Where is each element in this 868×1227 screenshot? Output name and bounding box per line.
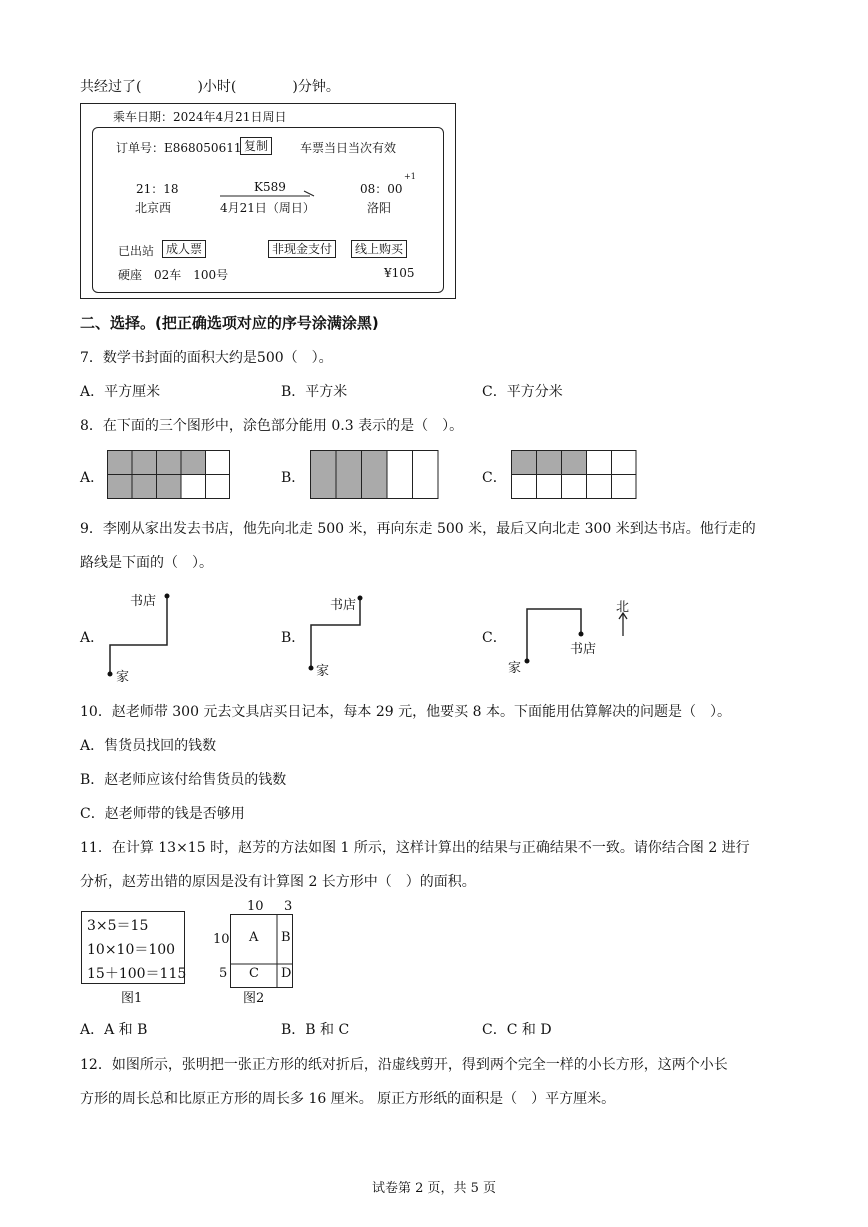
- q11-option-c[interactable]: C．C 和 D: [482, 1022, 552, 1038]
- ticket-type-badge: 成人票: [162, 240, 206, 258]
- q9-b-shop-label: 书店: [330, 598, 357, 613]
- q9-stem-line2: 路线是下面的（ ）。: [80, 555, 213, 571]
- arrival-station: 洛阳: [367, 201, 392, 215]
- payment-badge: 非现金支付: [268, 240, 336, 258]
- q12-stem-line2: 方形的周长总和比原正方形的周长多 16 厘米。 原正方形纸的面积是（ ）平方厘米。: [80, 1091, 616, 1107]
- region-c-label: C: [249, 966, 259, 981]
- q11-option-b[interactable]: B．B 和 C: [281, 1022, 350, 1038]
- north-label: 北: [616, 600, 630, 615]
- q11-option-a[interactable]: A．A 和 B: [80, 1022, 148, 1038]
- ticket-date: 乘车日期：2024年4月21日周日: [113, 110, 287, 124]
- q9-option-a[interactable]: A．: [80, 630, 105, 646]
- ticket-status: 已出站: [118, 244, 155, 258]
- q9-c-home-label: 家: [508, 661, 522, 676]
- figure-1-line3: 15＋100＝115: [87, 966, 187, 982]
- q10-option-a[interactable]: A．售货员找回的钱数: [80, 738, 217, 754]
- q7-stem: 7．数学书封面的面积大约是500（ ）。: [80, 350, 333, 366]
- figure-1-line2: 10×10＝100: [87, 942, 176, 958]
- arrival-time: 08：00: [360, 182, 403, 196]
- q12-stem-line1: 12．如图所示，张明把一张正方形的纸对折后，沿虚线剪开，得到两个完全一样的小长方形，这两个小长: [80, 1057, 728, 1073]
- q9-a-home-label: 家: [116, 670, 130, 685]
- copy-button[interactable]: 复制: [240, 137, 272, 155]
- q7-option-a[interactable]: A．平方厘米: [80, 384, 161, 400]
- q9-c-shop-label: 书店: [570, 642, 597, 657]
- q8-figure-a: [107, 450, 231, 500]
- figure-2-left-5: 5: [219, 966, 228, 981]
- q8-option-a[interactable]: A．: [80, 470, 105, 486]
- page-footer: 试卷第 2 页，共 5 页: [371, 1181, 497, 1196]
- seat-info: 硬座 02车 100号: [118, 268, 229, 282]
- figure-1-caption: 图1: [121, 991, 143, 1006]
- figure-2-left-10: 10: [213, 932, 230, 947]
- q9-a-shop-label: 书店: [130, 594, 157, 609]
- q9-option-c[interactable]: C．: [482, 630, 507, 646]
- q8-stem: 8．在下面的三个图形中，涂色部分能用 0.3 表示的是（ ）。: [80, 418, 464, 434]
- section-heading: 二、选择。(把正确选项对应的序号涂满涂黑): [80, 314, 379, 332]
- q11-stem-line2: 分析，赵芳出错的原因是没有计算图 2 长方形中（ ）的面积。: [80, 874, 476, 890]
- figure-2-caption: 图2: [243, 991, 265, 1006]
- q9-b-home-label: 家: [316, 664, 330, 679]
- region-b-label: B: [281, 930, 291, 945]
- q8-option-b[interactable]: B．: [281, 470, 306, 486]
- q9-option-b[interactable]: B．: [281, 630, 306, 646]
- q6-tail-text: 共经过了( )小时( )分钟。: [80, 79, 340, 95]
- north-arrow-icon: [617, 612, 629, 638]
- departure-time: 21：18: [136, 182, 179, 196]
- q8-figure-c: [511, 450, 637, 500]
- region-a-label: A: [249, 930, 259, 945]
- q7-option-b[interactable]: B．平方米: [281, 384, 348, 400]
- q11-stem-line1: 11．在计算 13×15 时，赵芳的方法如图 1 所示，这样计算出的结果与正确结果不一致。请你结合图 2 进行: [80, 840, 750, 856]
- ticket-valid-note: 车票当日当次有效: [300, 141, 397, 155]
- train-number: K589: [254, 180, 286, 194]
- online-purchase-badge: 线上购买: [351, 240, 407, 258]
- figure-2-top-3: 3: [284, 899, 293, 914]
- q10-stem: 10．赵老师带 300 元去文具店买日记本，每本 29 元，他要买 8 本。下面能用估算解决的问题是（ ）。: [80, 704, 731, 720]
- figure-2-top-10: 10: [247, 899, 264, 914]
- q8-figure-b: [310, 450, 440, 500]
- departure-station: 北京西: [135, 201, 172, 215]
- q8-option-c[interactable]: C．: [482, 470, 507, 486]
- q10-option-c[interactable]: C．赵老师带的钱是否够用: [80, 806, 245, 822]
- travel-date: 4月21日（周日）: [220, 201, 315, 215]
- region-d-label: D: [281, 966, 292, 981]
- arrival-next-day-mark: +1: [404, 172, 416, 181]
- ticket-order: 订单号：E868050611: [116, 141, 242, 155]
- q7-option-c[interactable]: C．平方分米: [482, 384, 563, 400]
- q9-stem-line1: 9．李刚从家出发去书店，他先向北走 500 米，再向东走 500 米，最后又向北走 300 米到达书店。他行走的: [80, 521, 756, 537]
- ticket-price: ¥105: [384, 266, 415, 280]
- q10-option-b[interactable]: B．赵老师应该付给售货员的钱数: [80, 772, 287, 788]
- figure-1-line1: 3×5＝15: [87, 918, 149, 934]
